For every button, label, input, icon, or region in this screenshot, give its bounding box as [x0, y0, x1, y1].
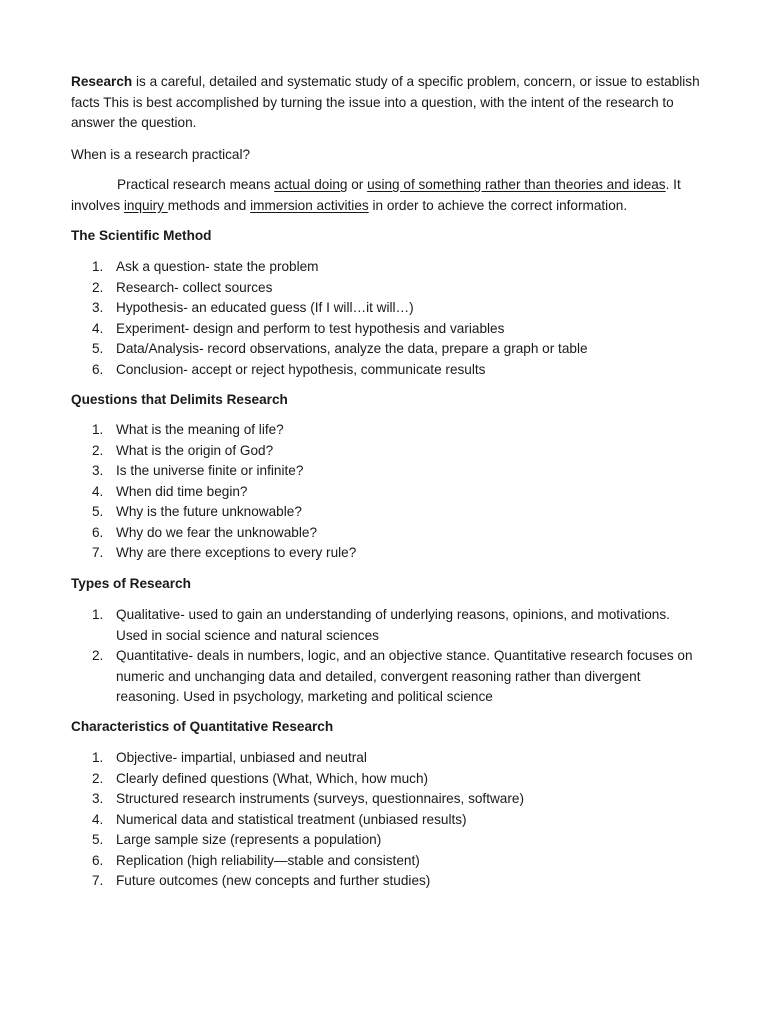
- list-item: 6. Why do we fear the unknowable?: [92, 524, 318, 540]
- list-item-text: Structured research instruments (surveys, questionnaires, software): [116, 791, 524, 806]
- list-item: 6. Replication (high reliability—stable and consistent): [92, 852, 420, 868]
- practical-underline-4: immersion activities: [250, 197, 369, 213]
- list-item-text: Is the universe finite or infinite?: [116, 463, 304, 478]
- types-list: [71, 605, 701, 708]
- list-item-text: Ask a question- state the problem: [116, 259, 319, 274]
- scientific-method-heading: [71, 226, 701, 247]
- list-item-text: When did time begin?: [116, 483, 248, 499]
- intro-term: Research: [71, 74, 133, 89]
- practical-text-4: methods and: [167, 197, 251, 213]
- practical-question-text: When is a research practical?: [71, 147, 251, 162]
- practical-underline-1: actual doing: [274, 177, 348, 192]
- practical-underline-3: inquiry: [123, 197, 168, 213]
- list-item: 7. Why are there exceptions to every rule?: [92, 545, 357, 560]
- list-item: 3. Hypothesis- an educated guess (If I will…it will…): [92, 300, 414, 315]
- list-item-text: Why do we fear the unknowable?: [116, 524, 318, 540]
- list-item-text: Future outcomes (new concepts and further studies): [116, 873, 431, 888]
- list-item: 2. Clearly defined questions (What, Which, how much): [92, 770, 429, 786]
- list-item: 2. Research- collect sources: [92, 279, 273, 295]
- scientific-method-list: [71, 257, 701, 380]
- list-item-text: Qualitative- used to gain an understanding of underlying reasons, opinions, and motivations. Used in social science and natural sciences: [116, 607, 670, 643]
- list-item: 6. Conclusion- accept or reject hypothesis, communicate results: [92, 361, 486, 377]
- delimits-list: [71, 420, 701, 564]
- practical-text-1: Practical research means: [117, 177, 275, 192]
- list-item: 3. Structured research instruments (surveys, questionnaires, software): [92, 791, 524, 806]
- practical-text-5: in order to achieve the correct information.: [368, 197, 628, 213]
- list-item: 4. When did time begin?: [92, 483, 248, 499]
- list-item: 2. Quantitative- deals in numbers, logic, and an objective stance. Quantitative research focuses on numeric and unchanging data and detailed, convergent reasoning rather than divergent reasoning. Used in psychology, marketing and political science: [92, 648, 693, 704]
- list-item-text: What is the origin of God?: [116, 442, 274, 458]
- list-item-text: Numerical data and statistical treatment (unbiased results): [116, 811, 467, 827]
- list-item: 1. Qualitative- used to gain an understanding of underlying reasons, opinions, and motivations. Used in social science and natural sciences: [92, 607, 670, 643]
- list-item-text: Data/Analysis- record observations, analyze the data, prepare a graph or table: [116, 341, 588, 356]
- list-item-text: Hypothesis- an educated guess (If I will…it will…): [116, 300, 414, 315]
- scientific-method-title: The Scientific Method: [71, 228, 212, 243]
- list-item: 7. Future outcomes (new concepts and further studies): [92, 873, 431, 888]
- list-item-text: Objective- impartial, unbiased and neutral: [116, 750, 367, 765]
- characteristics-list: [71, 748, 701, 892]
- practical-underline-2: using of something rather than theories and ideas: [367, 177, 666, 192]
- practical-question: [71, 145, 701, 166]
- list-item: 5. Data/Analysis- record observations, analyze the data, prepare a graph or table: [92, 341, 588, 356]
- types-heading: [71, 574, 701, 595]
- list-item-text: Why are there exceptions to every rule?: [116, 545, 357, 560]
- practical-paragraph: [71, 175, 701, 216]
- list-item: 1. What is the meaning of life?: [92, 422, 284, 437]
- list-item-text: Quantitative- deals in numbers, logic, and an objective stance. Quantitative research focuses on numeric and unchanging data and detailed, convergent reasoning rather than divergent reasoning. Used in psychology, marketing and political science: [116, 648, 693, 704]
- list-item-text: Research- collect sources: [116, 279, 273, 295]
- practical-text-2: or: [347, 177, 368, 192]
- practical-text-3: . It involves: [71, 177, 681, 213]
- list-item-text: What is the meaning of life?: [116, 422, 284, 437]
- list-item-text: Large sample size (represents a population): [116, 832, 382, 847]
- delimits-title: Questions that Delimits Research: [71, 392, 288, 407]
- list-item: 3. Is the universe finite or infinite?: [92, 463, 304, 478]
- delimits-heading: [71, 390, 701, 411]
- intro-paragraph: [71, 72, 701, 134]
- list-item: 1. Ask a question- state the problem: [92, 259, 319, 274]
- list-item: 2. What is the origin of God?: [92, 442, 274, 458]
- list-item: 4. Numerical data and statistical treatment (unbiased results): [92, 811, 467, 827]
- list-item-text: Experiment- design and perform to test hypothesis and variables: [116, 320, 505, 336]
- list-item-text: Replication (high reliability—stable and consistent): [116, 852, 420, 868]
- characteristics-title: Characteristics of Quantitative Research: [71, 719, 334, 734]
- list-item: 4. Experiment- design and perform to test hypothesis and variables: [92, 320, 505, 336]
- list-item: 5. Large sample size (represents a population): [92, 832, 382, 847]
- types-title: Types of Research: [71, 576, 191, 591]
- list-item-text: Clearly defined questions (What, Which, how much): [116, 770, 429, 786]
- list-item-text: Why is the future unknowable?: [116, 504, 302, 519]
- list-item: 1. Objective- impartial, unbiased and neutral: [92, 750, 367, 765]
- list-item: 5. Why is the future unknowable?: [92, 504, 302, 519]
- characteristics-heading: [71, 717, 701, 738]
- intro-definition: is a careful, detailed and systematic study of a specific problem, concern, or issue to establish facts This is best accomplished by turning the issue into a question, with the intent of the research to answer the question.: [71, 74, 700, 130]
- list-item-text: Conclusion- accept or reject hypothesis, communicate results: [116, 361, 486, 377]
